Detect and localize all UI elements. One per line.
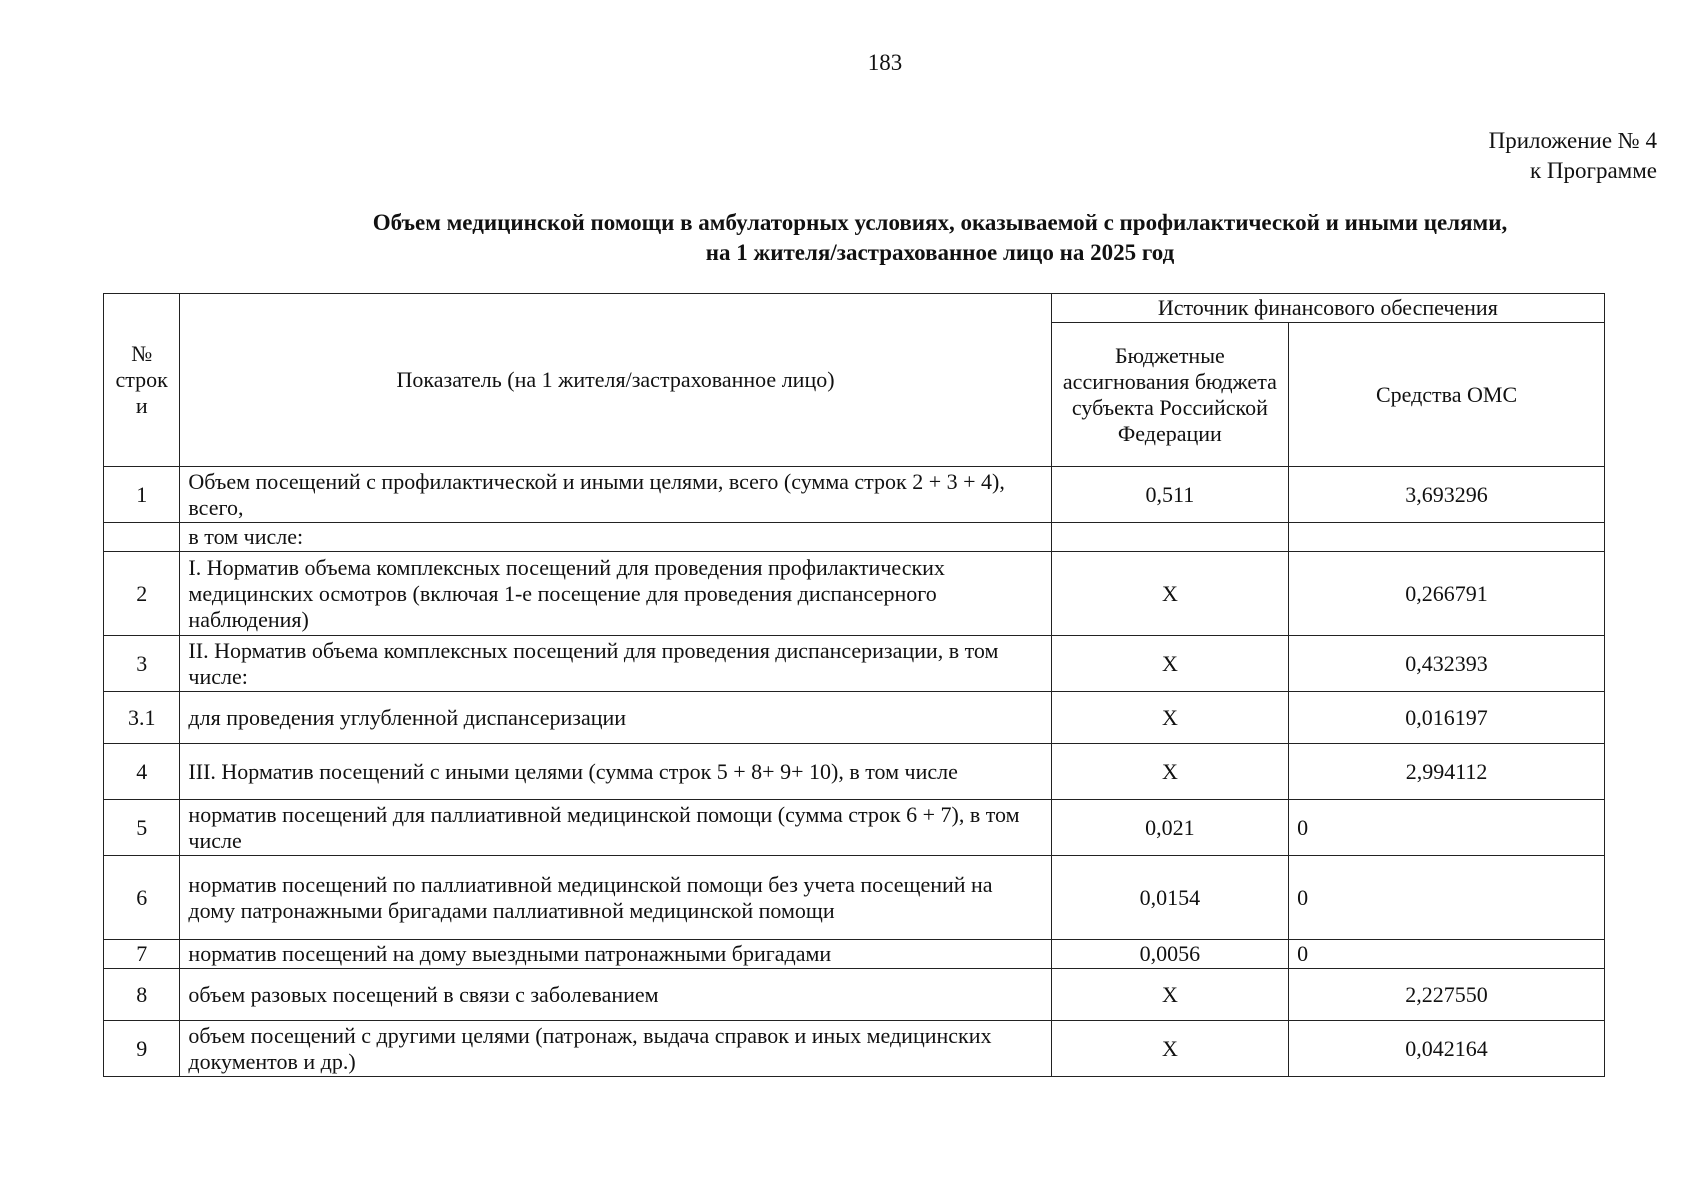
row-indicator: II. Норматив объема комплексных посещений для проведения диспансеризации, в том числе: xyxy=(180,636,1051,692)
row-oms-value: 2,994112 xyxy=(1289,744,1605,800)
row-budget-value: X xyxy=(1051,552,1288,636)
row-number: 7 xyxy=(104,940,180,969)
row-number: 3 xyxy=(104,636,180,692)
row-indicator: норматив посещений на дому выездными патронажными бригадами xyxy=(180,940,1051,969)
page-number: 183 xyxy=(867,50,903,75)
row-budget-value: X xyxy=(1051,636,1288,692)
row-number xyxy=(104,523,180,552)
table-row xyxy=(104,744,1605,800)
row-number: 4 xyxy=(104,744,180,800)
row-oms-value: 0,266791 xyxy=(1289,552,1605,636)
title-line-1: Объем медицинской помощи в амбулаторных условиях, оказываемой с профилактической и иными целями, xyxy=(372,210,1508,235)
row-budget-value: 0,0154 xyxy=(1051,856,1288,940)
row-number: 6 xyxy=(104,856,180,940)
table-row xyxy=(104,1021,1605,1077)
row-number: 2 xyxy=(104,552,180,636)
title-line-2: на 1 жителя/застрахованное лицо на 2025 год xyxy=(705,240,1175,265)
row-oms-value xyxy=(1289,523,1605,552)
header-row-no: № строк и xyxy=(104,294,180,467)
row-budget-value: X xyxy=(1051,744,1288,800)
row-budget-value xyxy=(1051,523,1288,552)
table-row xyxy=(104,523,1605,552)
row-indicator: объем посещений с другими целями (патронаж, выдача справок и иных медицинских документов и др.) xyxy=(180,1021,1051,1077)
table-row xyxy=(104,636,1605,692)
row-indicator: III. Норматив посещений с иными целями (сумма строк 5 + 8+ 9+ 10), в том числе xyxy=(180,744,1051,800)
row-budget-value: 0,511 xyxy=(1051,467,1288,523)
row-number: 8 xyxy=(104,969,180,1021)
table-row xyxy=(104,969,1605,1021)
row-oms-value: 0,042164 xyxy=(1289,1021,1605,1077)
header-budget: Бюджетные ассигнования бюджета субъекта Российской Федерации xyxy=(1051,323,1288,467)
row-oms-value: 0 xyxy=(1289,856,1605,940)
header-oms: Средства ОМС xyxy=(1289,323,1605,467)
table-row xyxy=(104,552,1605,636)
row-indicator: Объем посещений с профилактической и иными целями, всего (сумма строк 2 + 3 + 4), всего, xyxy=(180,467,1051,523)
table-row xyxy=(104,800,1605,856)
row-oms-value: 0,432393 xyxy=(1289,636,1605,692)
row-budget-value: X xyxy=(1051,692,1288,744)
row-budget-value: X xyxy=(1051,1021,1288,1077)
header-indicator: Показатель (на 1 жителя/застрахованное лицо) xyxy=(180,294,1051,467)
row-oms-value: 0 xyxy=(1289,800,1605,856)
row-indicator: для проведения углубленной диспансеризации xyxy=(180,692,1051,744)
row-indicator: норматив посещений для паллиативной медицинской помощи (сумма строк 6 + 7), в том числе xyxy=(180,800,1051,856)
row-indicator: объем разовых посещений в связи с заболеванием xyxy=(180,969,1051,1021)
row-indicator: в том числе: xyxy=(180,523,1051,552)
appendix-line-2: к Программе xyxy=(1530,158,1657,183)
row-oms-value: 0 xyxy=(1289,940,1605,969)
row-budget-value: 0,021 xyxy=(1051,800,1288,856)
header-row xyxy=(104,294,1605,323)
document-title xyxy=(230,208,1650,268)
row-indicator: норматив посещений по паллиативной медицинской помощи без учета посещений на дому патронажными бригадами паллиативной медицинской помощи xyxy=(180,856,1051,940)
row-budget-value: X xyxy=(1051,969,1288,1021)
table-row xyxy=(104,692,1605,744)
row-number: 9 xyxy=(104,1021,180,1077)
row-oms-value: 2,227550 xyxy=(1289,969,1605,1021)
row-number: 3.1 xyxy=(104,692,180,744)
appendix-line-1: Приложение № 4 xyxy=(1488,128,1657,153)
row-number: 5 xyxy=(104,800,180,856)
row-budget-value: 0,0056 xyxy=(1051,940,1288,969)
row-oms-value: 0,016197 xyxy=(1289,692,1605,744)
table-row xyxy=(104,856,1605,940)
row-oms-value: 3,693296 xyxy=(1289,467,1605,523)
header-source: Источник финансового обеспечения xyxy=(1051,294,1604,323)
table-row xyxy=(104,940,1605,969)
appendix-note xyxy=(1489,126,1657,186)
row-indicator: I. Норматив объема комплексных посещений для проведения профилактических медицинских осмотров (включая 1-е посещение для проведения диспансерного наблюдения) xyxy=(180,552,1051,636)
volume-table xyxy=(103,293,1605,1077)
table-row xyxy=(104,467,1605,523)
row-number: 1 xyxy=(104,467,180,523)
